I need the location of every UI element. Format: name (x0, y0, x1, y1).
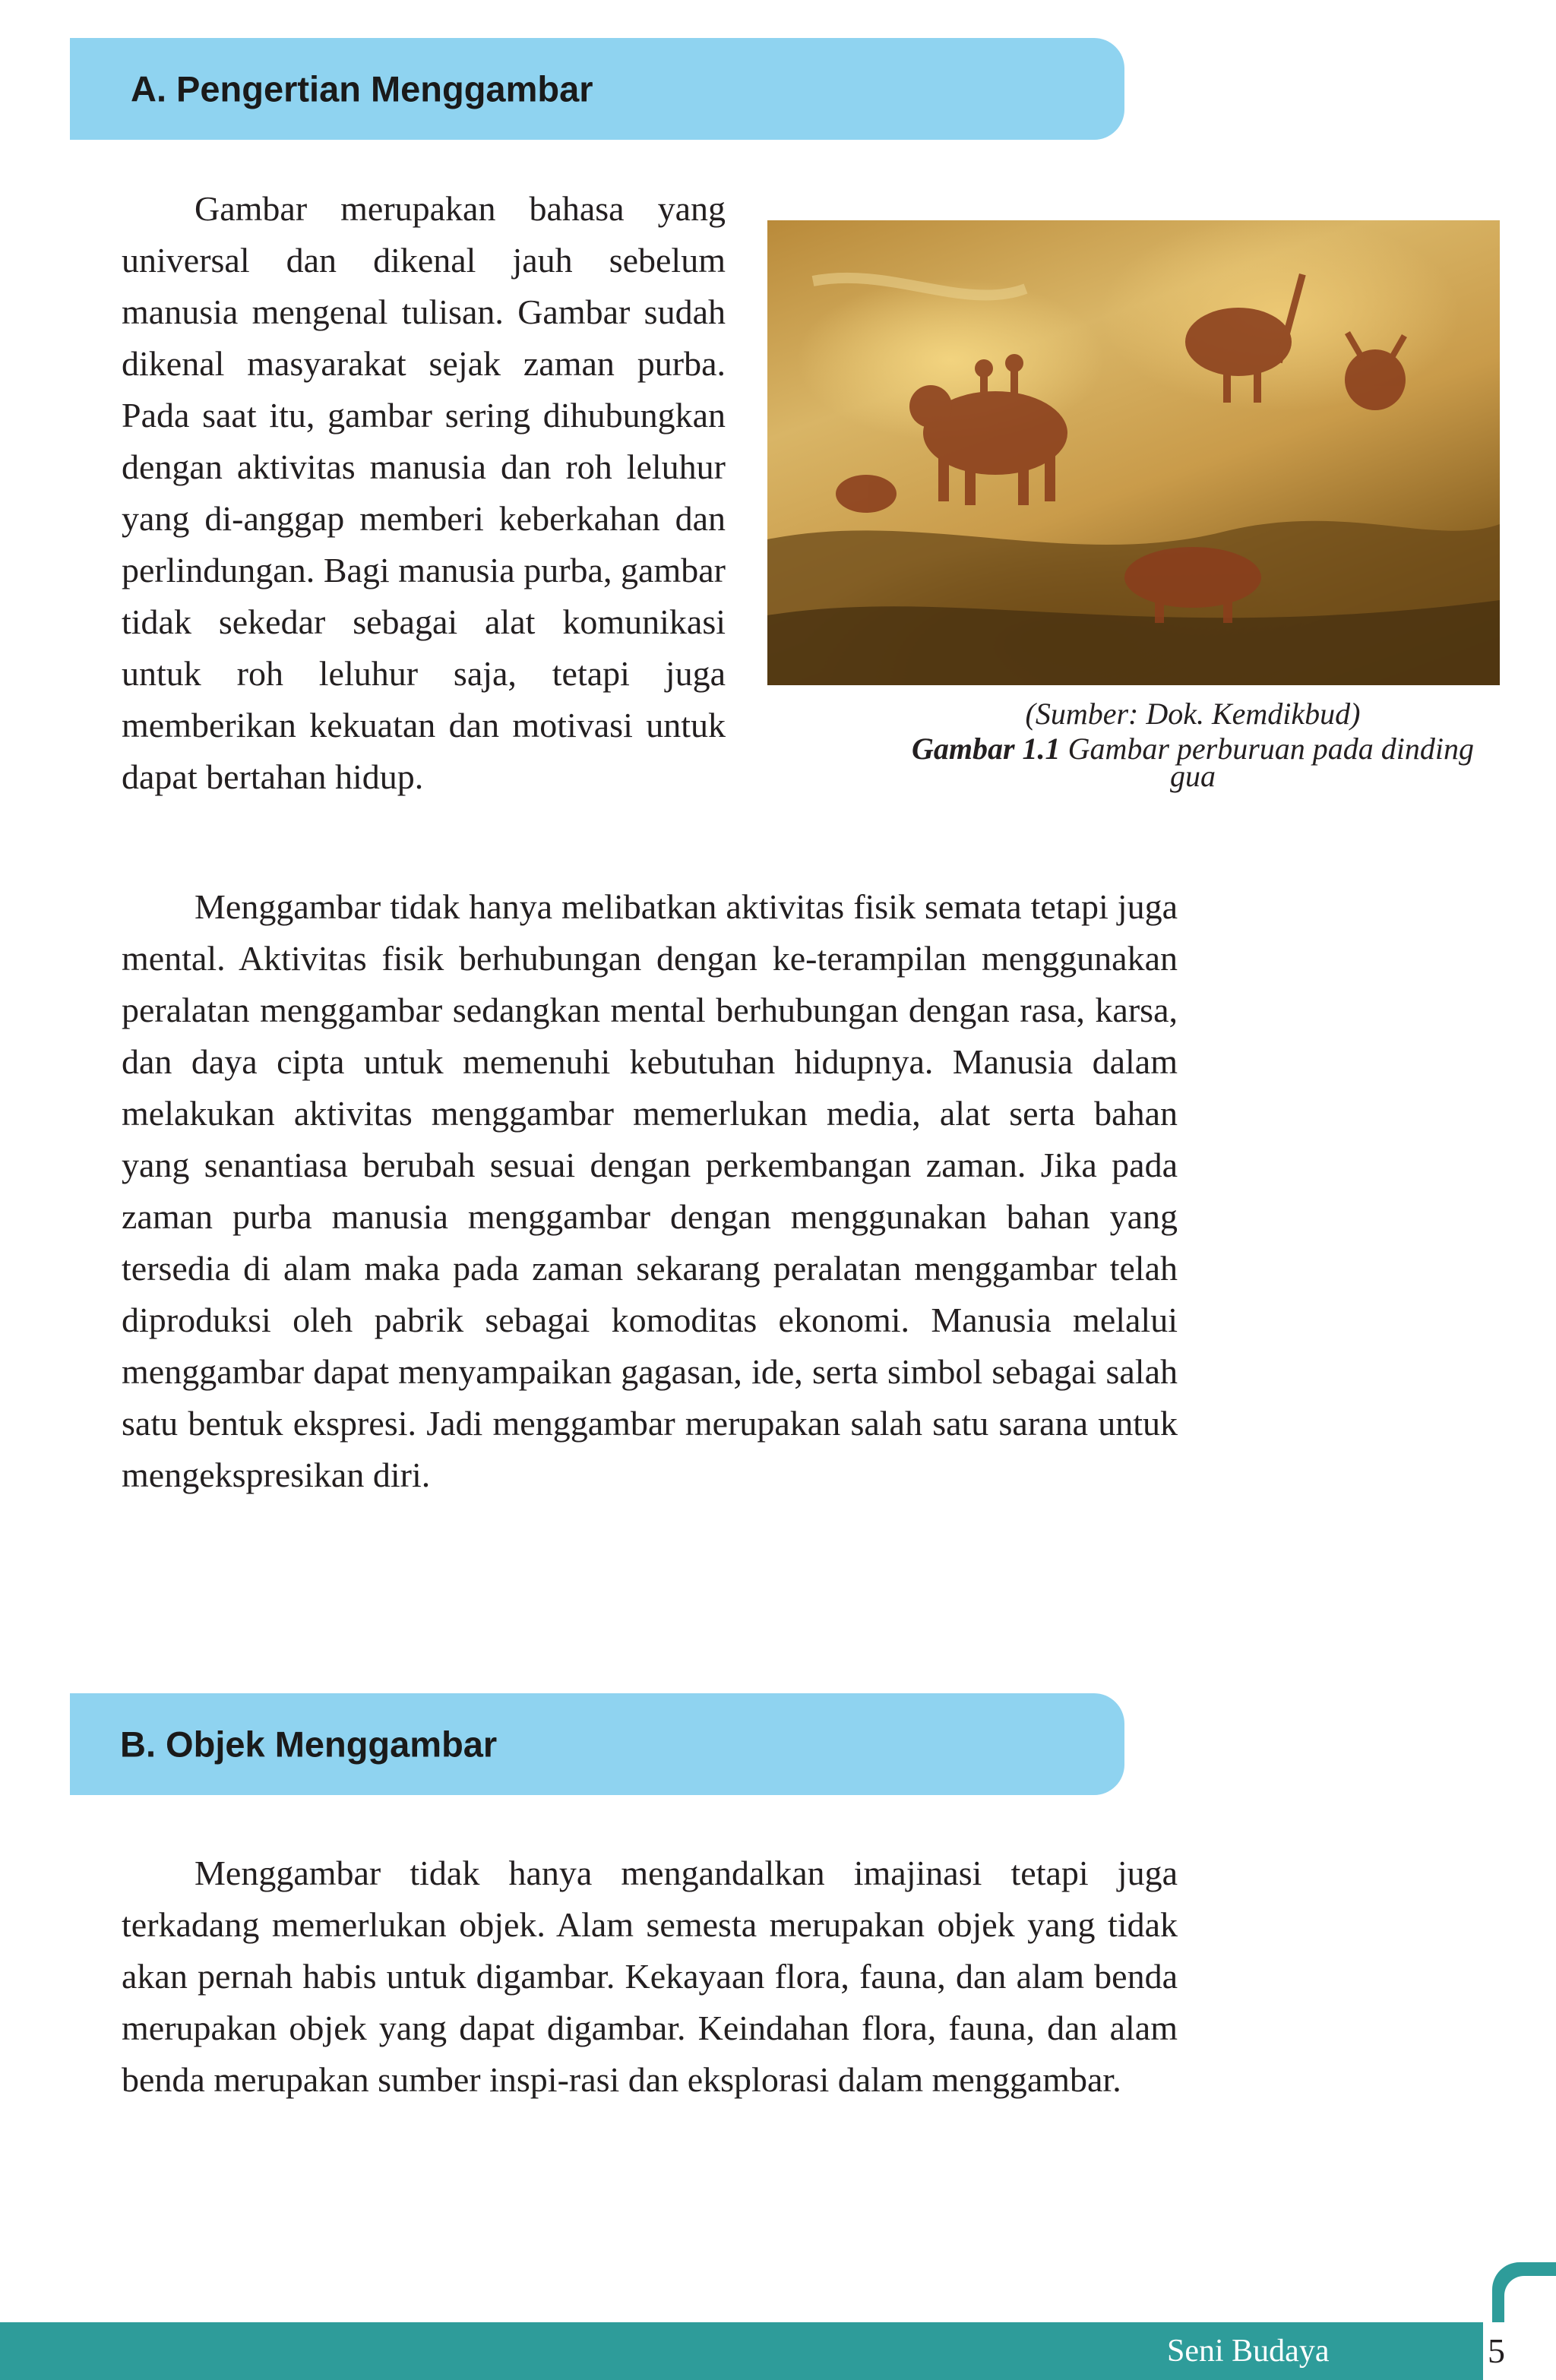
section-a-paragraph-2: Menggambar tidak hanya melibatkan aktivitas fisik semata tetapi juga mental. Aktivitas fisik berhubungan dengan ke-terampilan menggunakan peralatan menggambar sedangkan mental berhubungan dengan rasa, karsa, dan daya cipta untuk memenuhi kebutuhan hidupnya. Manusia dalam melakukan aktivitas menggambar memerlukan media, alat serta bahan yang senantiasa berubah sesuai dengan perkembangan zaman. Jika pada zaman purba manusia menggambar dengan menggunakan bahan yang tersedia di alam maka pada zaman sekarang peralatan menggambar telah diproduksi oleh pabrik sebagai komoditas ekonomi. Manusia melalui menggambar dapat menyampaikan gagasan, ide, serta simbol sebagai salah satu bentuk ekspresi. Jadi menggambar merupakan salah satu sarana untuk mengekspresikan diri. (122, 887, 1178, 1494)
figure-caption (897, 732, 1489, 793)
section-a-paragraph-1: Gambar merupakan bahasa yang universal dan dikenal jauh sebelum manusia mengenal tulisan. Gambar sudah dikenal masyarakat sejak zaman purba. Pada saat itu, gambar sering dihubungkan dengan aktivitas manusia dan roh leluhur yang di-anggap memberi keberkahan dan perlindungan. Bagi manusia purba, gambar tidak sekedar sebagai alat komunikasi untuk roh leluhur saja, tetapi juga memberikan kekuatan dan motivasi untuk dapat bertahan hidup. (122, 189, 726, 796)
section-a-title: A. Pengertian Menggambar (131, 68, 593, 109)
section-b-header (70, 1693, 1124, 1795)
footer-book-title: Seni Budaya (1167, 2334, 1330, 2369)
section-b-title: B. Objek Menggambar (120, 1724, 498, 1765)
figure-source: (Sumber: Dok. Kemdikbud) (1025, 697, 1361, 731)
cave-painting-illustration (767, 220, 1500, 685)
cave-painting-image (767, 220, 1500, 685)
page-number: 5 (1488, 2331, 1505, 2370)
figure-caption-text: Gambar perburuan pada dinding gua (1067, 732, 1475, 793)
figure-label: Gambar 1.1 (911, 732, 1061, 766)
section-b-paragraph-1: Menggambar tidak hanya mengandalkan imajinasi tetapi juga terkadang memerlukan objek. Alam semesta merupakan objek yang tidak akan pernah habis untuk digambar. Kekayaan flora, fauna, dan alam benda merupakan objek yang dapat digambar. Keindahan flora, fauna, dan alam benda merupakan sumber inspi-rasi dan eksplorasi dalam menggambar. (122, 1854, 1178, 2099)
section-a-header (70, 38, 1124, 140)
